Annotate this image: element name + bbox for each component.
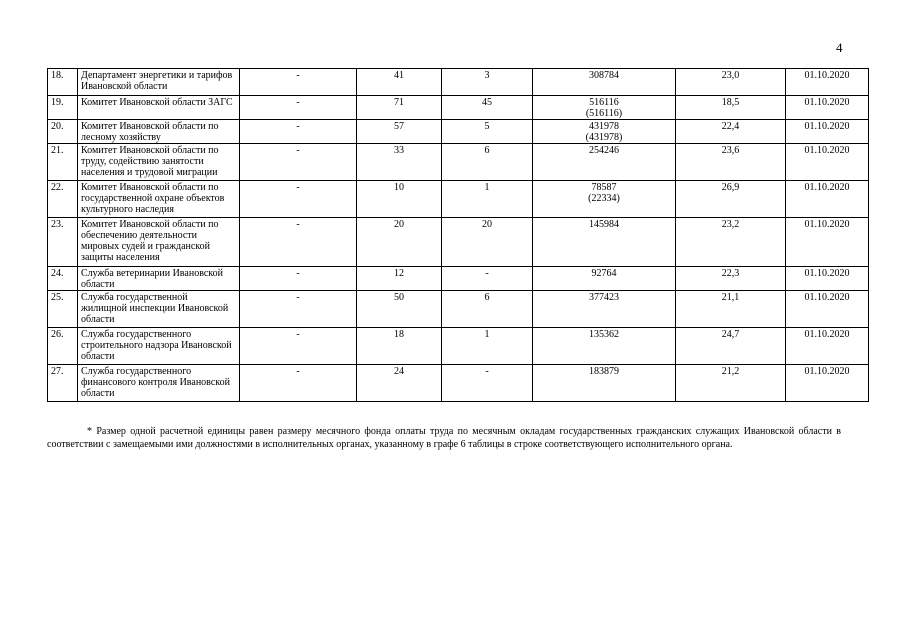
col3-cell: - (240, 69, 357, 96)
organization-name-cell: Служба государственного финансового контроля Ивановской области (78, 365, 240, 402)
date-cell: 01.10.2020 (786, 328, 869, 365)
col7-cell: 21,1 (676, 291, 786, 328)
table-body (48, 69, 869, 402)
date-cell: 01.10.2020 (786, 96, 869, 120)
table-row (48, 96, 869, 120)
footnote: * Размер одной расчетной единицы равен размеру месячного фонда оплаты труда по месячным окладам государственных гражданских служащих Ивановской области в соответствии с замещаемыми ими должностями в исполнительных органах, указанному в графе 6 таблицы в строке соответствующего исполнительного органа. (47, 426, 841, 450)
row-number-cell: 25. (48, 291, 78, 328)
col3-cell: - (240, 291, 357, 328)
col4-cell: 12 (357, 267, 442, 291)
col6-cell: 516116 (516116) (533, 96, 676, 120)
col5-cell: - (442, 365, 533, 402)
table-row (48, 120, 869, 144)
col7-cell: 23,6 (676, 144, 786, 181)
col4-cell: 10 (357, 181, 442, 218)
date-cell: 01.10.2020 (786, 181, 869, 218)
col3-cell: - (240, 96, 357, 120)
col7-cell: 18,5 (676, 96, 786, 120)
col5-cell: 1 (442, 181, 533, 218)
col4-cell: 71 (357, 96, 442, 120)
organization-name-cell: Комитет Ивановской области по обеспечению деятельности мировых судей и гражданской защиты населения (78, 218, 240, 267)
date-cell: 01.10.2020 (786, 144, 869, 181)
organization-name-cell: Служба государственного строительного надзора Ивановской области (78, 328, 240, 365)
date-cell: 01.10.2020 (786, 69, 869, 96)
col3-cell: - (240, 120, 357, 144)
col5-cell: - (442, 267, 533, 291)
col5-cell: 45 (442, 96, 533, 120)
col3-cell: - (240, 328, 357, 365)
organization-name-cell: Комитет Ивановской области ЗАГС (78, 96, 240, 120)
col3-cell: - (240, 267, 357, 291)
col5-cell: 20 (442, 218, 533, 267)
table-row (48, 267, 869, 291)
col3-cell: - (240, 144, 357, 181)
date-cell: 01.10.2020 (786, 365, 869, 402)
col4-cell: 24 (357, 365, 442, 402)
col3-cell: - (240, 365, 357, 402)
organization-name-cell: Комитет Ивановской области по лесному хозяйству (78, 120, 240, 144)
col6-cell: 145984 (533, 218, 676, 267)
col7-cell: 23,0 (676, 69, 786, 96)
col7-cell: 22,3 (676, 267, 786, 291)
date-cell: 01.10.2020 (786, 120, 869, 144)
date-cell: 01.10.2020 (786, 267, 869, 291)
row-number-cell: 18. (48, 69, 78, 96)
col3-cell: - (240, 218, 357, 267)
row-number-cell: 21. (48, 144, 78, 181)
data-table (47, 68, 869, 402)
col6-cell: 78587 (22334) (533, 181, 676, 218)
col4-cell: 18 (357, 328, 442, 365)
col6-cell: 377423 (533, 291, 676, 328)
row-number-cell: 22. (48, 181, 78, 218)
col5-cell: 6 (442, 291, 533, 328)
row-number-cell: 24. (48, 267, 78, 291)
table-row (48, 69, 869, 96)
page-number: 4 (836, 40, 843, 55)
table-row (48, 291, 869, 328)
col4-cell: 33 (357, 144, 442, 181)
col7-cell: 26,9 (676, 181, 786, 218)
organization-name-cell: Служба государственной жилищной инспекции Ивановской области (78, 291, 240, 328)
organization-name-cell: Комитет Ивановской области по государственной охране объектов культурного наследия (78, 181, 240, 218)
col5-cell: 1 (442, 328, 533, 365)
row-number-cell: 19. (48, 96, 78, 120)
col5-cell: 3 (442, 69, 533, 96)
col4-cell: 50 (357, 291, 442, 328)
col4-cell: 41 (357, 69, 442, 96)
col7-cell: 22,4 (676, 120, 786, 144)
col6-cell: 135362 (533, 328, 676, 365)
col7-cell: 24,7 (676, 328, 786, 365)
col7-cell: 21,2 (676, 365, 786, 402)
date-cell: 01.10.2020 (786, 291, 869, 328)
col5-cell: 5 (442, 120, 533, 144)
col7-cell: 23,2 (676, 218, 786, 267)
organization-name-cell: Служба ветеринарии Ивановской области (78, 267, 240, 291)
table-row (48, 144, 869, 181)
col6-cell: 308784 (533, 69, 676, 96)
col4-cell: 20 (357, 218, 442, 267)
col6-cell: 431978 (431978) (533, 120, 676, 144)
col6-cell: 92764 (533, 267, 676, 291)
col5-cell: 6 (442, 144, 533, 181)
col3-cell: - (240, 181, 357, 218)
row-number-cell: 27. (48, 365, 78, 402)
col6-cell: 183879 (533, 365, 676, 402)
organization-name-cell: Департамент энергетики и тарифов Ивановской области (78, 69, 240, 96)
date-cell: 01.10.2020 (786, 218, 869, 267)
col4-cell: 57 (357, 120, 442, 144)
table-row (48, 218, 869, 267)
organization-name-cell: Комитет Ивановской области по труду, содействию занятости населения и трудовой миграции (78, 144, 240, 181)
row-number-cell: 26. (48, 328, 78, 365)
table-row (48, 328, 869, 365)
row-number-cell: 23. (48, 218, 78, 267)
table-row (48, 365, 869, 402)
table-row (48, 181, 869, 218)
row-number-cell: 20. (48, 120, 78, 144)
col6-cell: 254246 (533, 144, 676, 181)
